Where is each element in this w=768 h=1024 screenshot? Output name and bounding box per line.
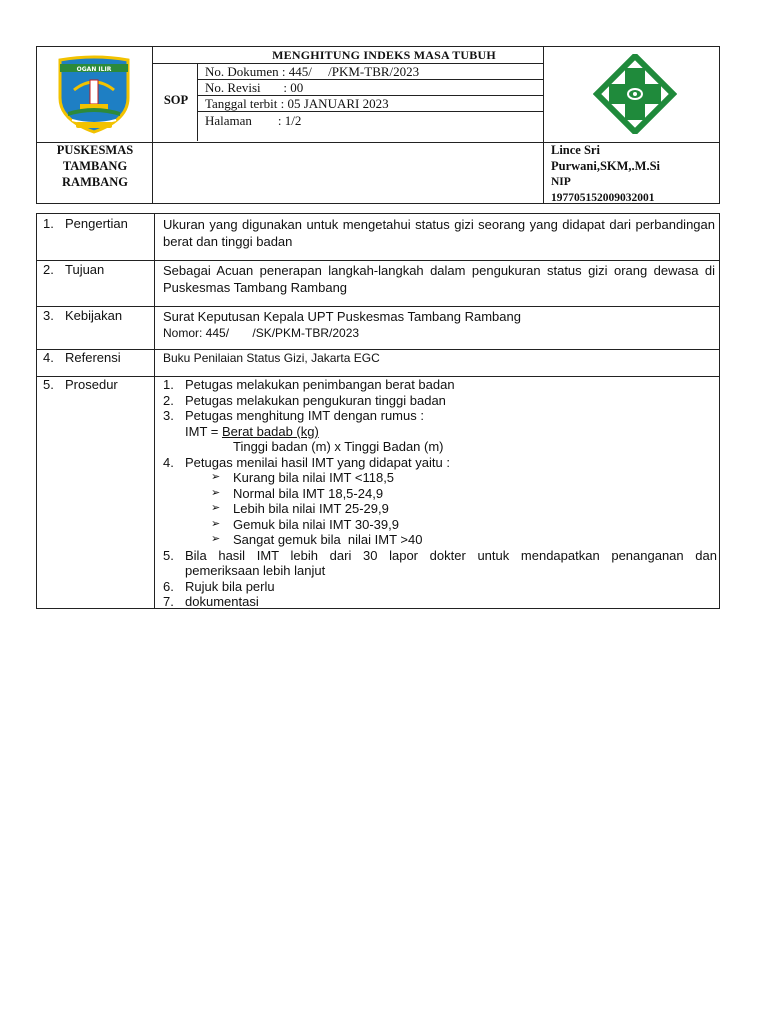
imt-formula xyxy=(163,424,717,440)
tanggal-terbit: Tanggal terbit : 05 JANUARI 2023 xyxy=(205,96,389,111)
imt-formula-denominator xyxy=(163,439,717,455)
content-divider xyxy=(37,306,719,307)
section-number: 3. xyxy=(43,308,54,323)
list-item xyxy=(163,579,717,595)
formula-denominator: Tinggi badan (m) x Tinggi Badan (m) xyxy=(233,439,444,454)
list-item xyxy=(163,377,717,393)
org-line: PUSKESMAS xyxy=(56,143,134,157)
kebijakan-text xyxy=(163,308,715,342)
section-number: 1. xyxy=(43,216,54,231)
org-line: TAMBANG xyxy=(62,159,128,173)
list-text: Petugas menilai hasil IMT yang didapat yaitu : xyxy=(185,454,450,470)
arrow-bullet-icon: ➢ xyxy=(211,486,221,499)
section-title: Kebijakan xyxy=(65,308,123,323)
pengertian-text: Ukuran yang digunakan untuk mengetahui status gizi seorang yang didapat dari perbandingan berat dan tinggi badan xyxy=(163,217,715,249)
list-item xyxy=(163,455,717,471)
arrow-bullet-icon: ➢ xyxy=(211,471,221,483)
category-item xyxy=(163,501,717,517)
svg-text:OGAN ILIR: OGAN ILIR xyxy=(76,66,112,73)
signer-block xyxy=(551,142,660,206)
list-text: pemeriksaan lebih lanjut xyxy=(185,563,326,578)
section-number: 4. xyxy=(43,350,54,365)
list-number: 4. xyxy=(163,454,174,470)
list-number: 6. xyxy=(163,578,174,594)
kebijakan-line: Nomor: 445/ /SK/PKM-TBR/2023 xyxy=(163,326,360,340)
list-text: Rujuk bila perlu xyxy=(185,578,275,594)
section-title: Referensi xyxy=(65,350,121,365)
category-text: Lebih bila nilai IMT 25-29,9 xyxy=(233,501,389,516)
category-text: Normal bila IMT 18,5-24,9 xyxy=(233,485,384,501)
list-text: Bila hasil IMT lebih dari 30 lapor dokter untuk mendapatkan penanganan dan xyxy=(185,547,717,563)
puskesmas-cross-logo-icon xyxy=(593,54,677,134)
signer-name: Purwani,SKM,.M.Si xyxy=(551,159,661,173)
signer-name: Lince Sri xyxy=(551,143,600,157)
section-number: 5. xyxy=(43,377,54,392)
list-text: Petugas menghitung IMT dengan rumus : xyxy=(185,408,424,423)
list-item xyxy=(163,408,717,424)
category-item xyxy=(163,470,717,486)
category-item xyxy=(163,532,717,548)
arrow-bullet-icon: ➢ xyxy=(211,517,221,530)
kebijakan-line: Surat Keputusan Kepala UPT Puskesmas Tambang Rambang xyxy=(163,309,521,324)
regency-emblem-icon xyxy=(50,54,138,134)
list-item xyxy=(163,594,717,610)
category-text: Kurang bila nilai IMT <118,5 xyxy=(233,470,395,485)
referensi-text: Buku Penilaian Status Gizi, Jakarta EGC xyxy=(163,351,380,365)
section-label xyxy=(43,350,121,365)
category-text: Gemuk bila nilai IMT 30-39,9 xyxy=(233,516,399,532)
list-number: 5. xyxy=(163,547,174,563)
category-item xyxy=(163,486,717,502)
halaman: Halaman : 1/2 xyxy=(205,113,302,128)
list-item xyxy=(163,393,717,409)
sop-header-table xyxy=(36,46,720,204)
category-item xyxy=(163,517,717,533)
section-label xyxy=(43,308,122,323)
document-title: MENGHITUNG INDEKS MASA TUBUH xyxy=(272,48,496,62)
arrow-bullet-icon: ➢ xyxy=(211,502,221,514)
list-text: dokumentasi xyxy=(185,594,259,609)
formula-numerator: Berat badab (kg) xyxy=(221,423,319,439)
section-label xyxy=(43,377,118,392)
no-revisi: No. Revisi : 00 xyxy=(205,80,304,95)
list-item xyxy=(163,548,717,564)
content-divider xyxy=(154,214,155,608)
sop-content-table xyxy=(36,213,720,609)
tujuan-text: Sebagai Acuan penerapan langkah-langkah dalam pengukuran status gizi orang dewasa di Puskesmas Tambang Rambang xyxy=(163,263,715,295)
content-divider xyxy=(37,260,719,261)
section-label xyxy=(43,216,128,231)
signer-nip: 197705152009032001 xyxy=(551,192,655,204)
list-text: Petugas melakukan pengukuran tinggi badan xyxy=(185,392,446,408)
org-line: RAMBANG xyxy=(62,175,128,189)
list-number: 1. xyxy=(163,377,174,392)
prosedur-list xyxy=(163,377,717,610)
formula-prefix: IMT = xyxy=(185,423,222,439)
header-divider xyxy=(543,47,544,203)
organization-name xyxy=(37,142,153,190)
category-text: Sangat gemuk bila nilai IMT >40 xyxy=(233,532,423,547)
section-number: 2. xyxy=(43,262,54,277)
arrow-bullet-icon: ➢ xyxy=(211,533,221,545)
section-title: Prosedur xyxy=(65,377,118,392)
list-number: 7. xyxy=(163,594,174,609)
list-item-continuation xyxy=(163,563,717,579)
section-title: Pengertian xyxy=(65,216,128,231)
section-label xyxy=(43,262,104,277)
list-number: 2. xyxy=(163,392,174,408)
no-dokumen: No. Dokumen : 445/ /PKM-TBR/2023 xyxy=(205,64,420,79)
list-number: 3. xyxy=(163,408,174,423)
section-title: Tujuan xyxy=(65,262,105,277)
sop-label: SOP xyxy=(163,93,189,107)
list-text: Petugas melakukan penimbangan berat badan xyxy=(185,377,455,392)
signer-nip-label: NIP xyxy=(551,176,571,188)
